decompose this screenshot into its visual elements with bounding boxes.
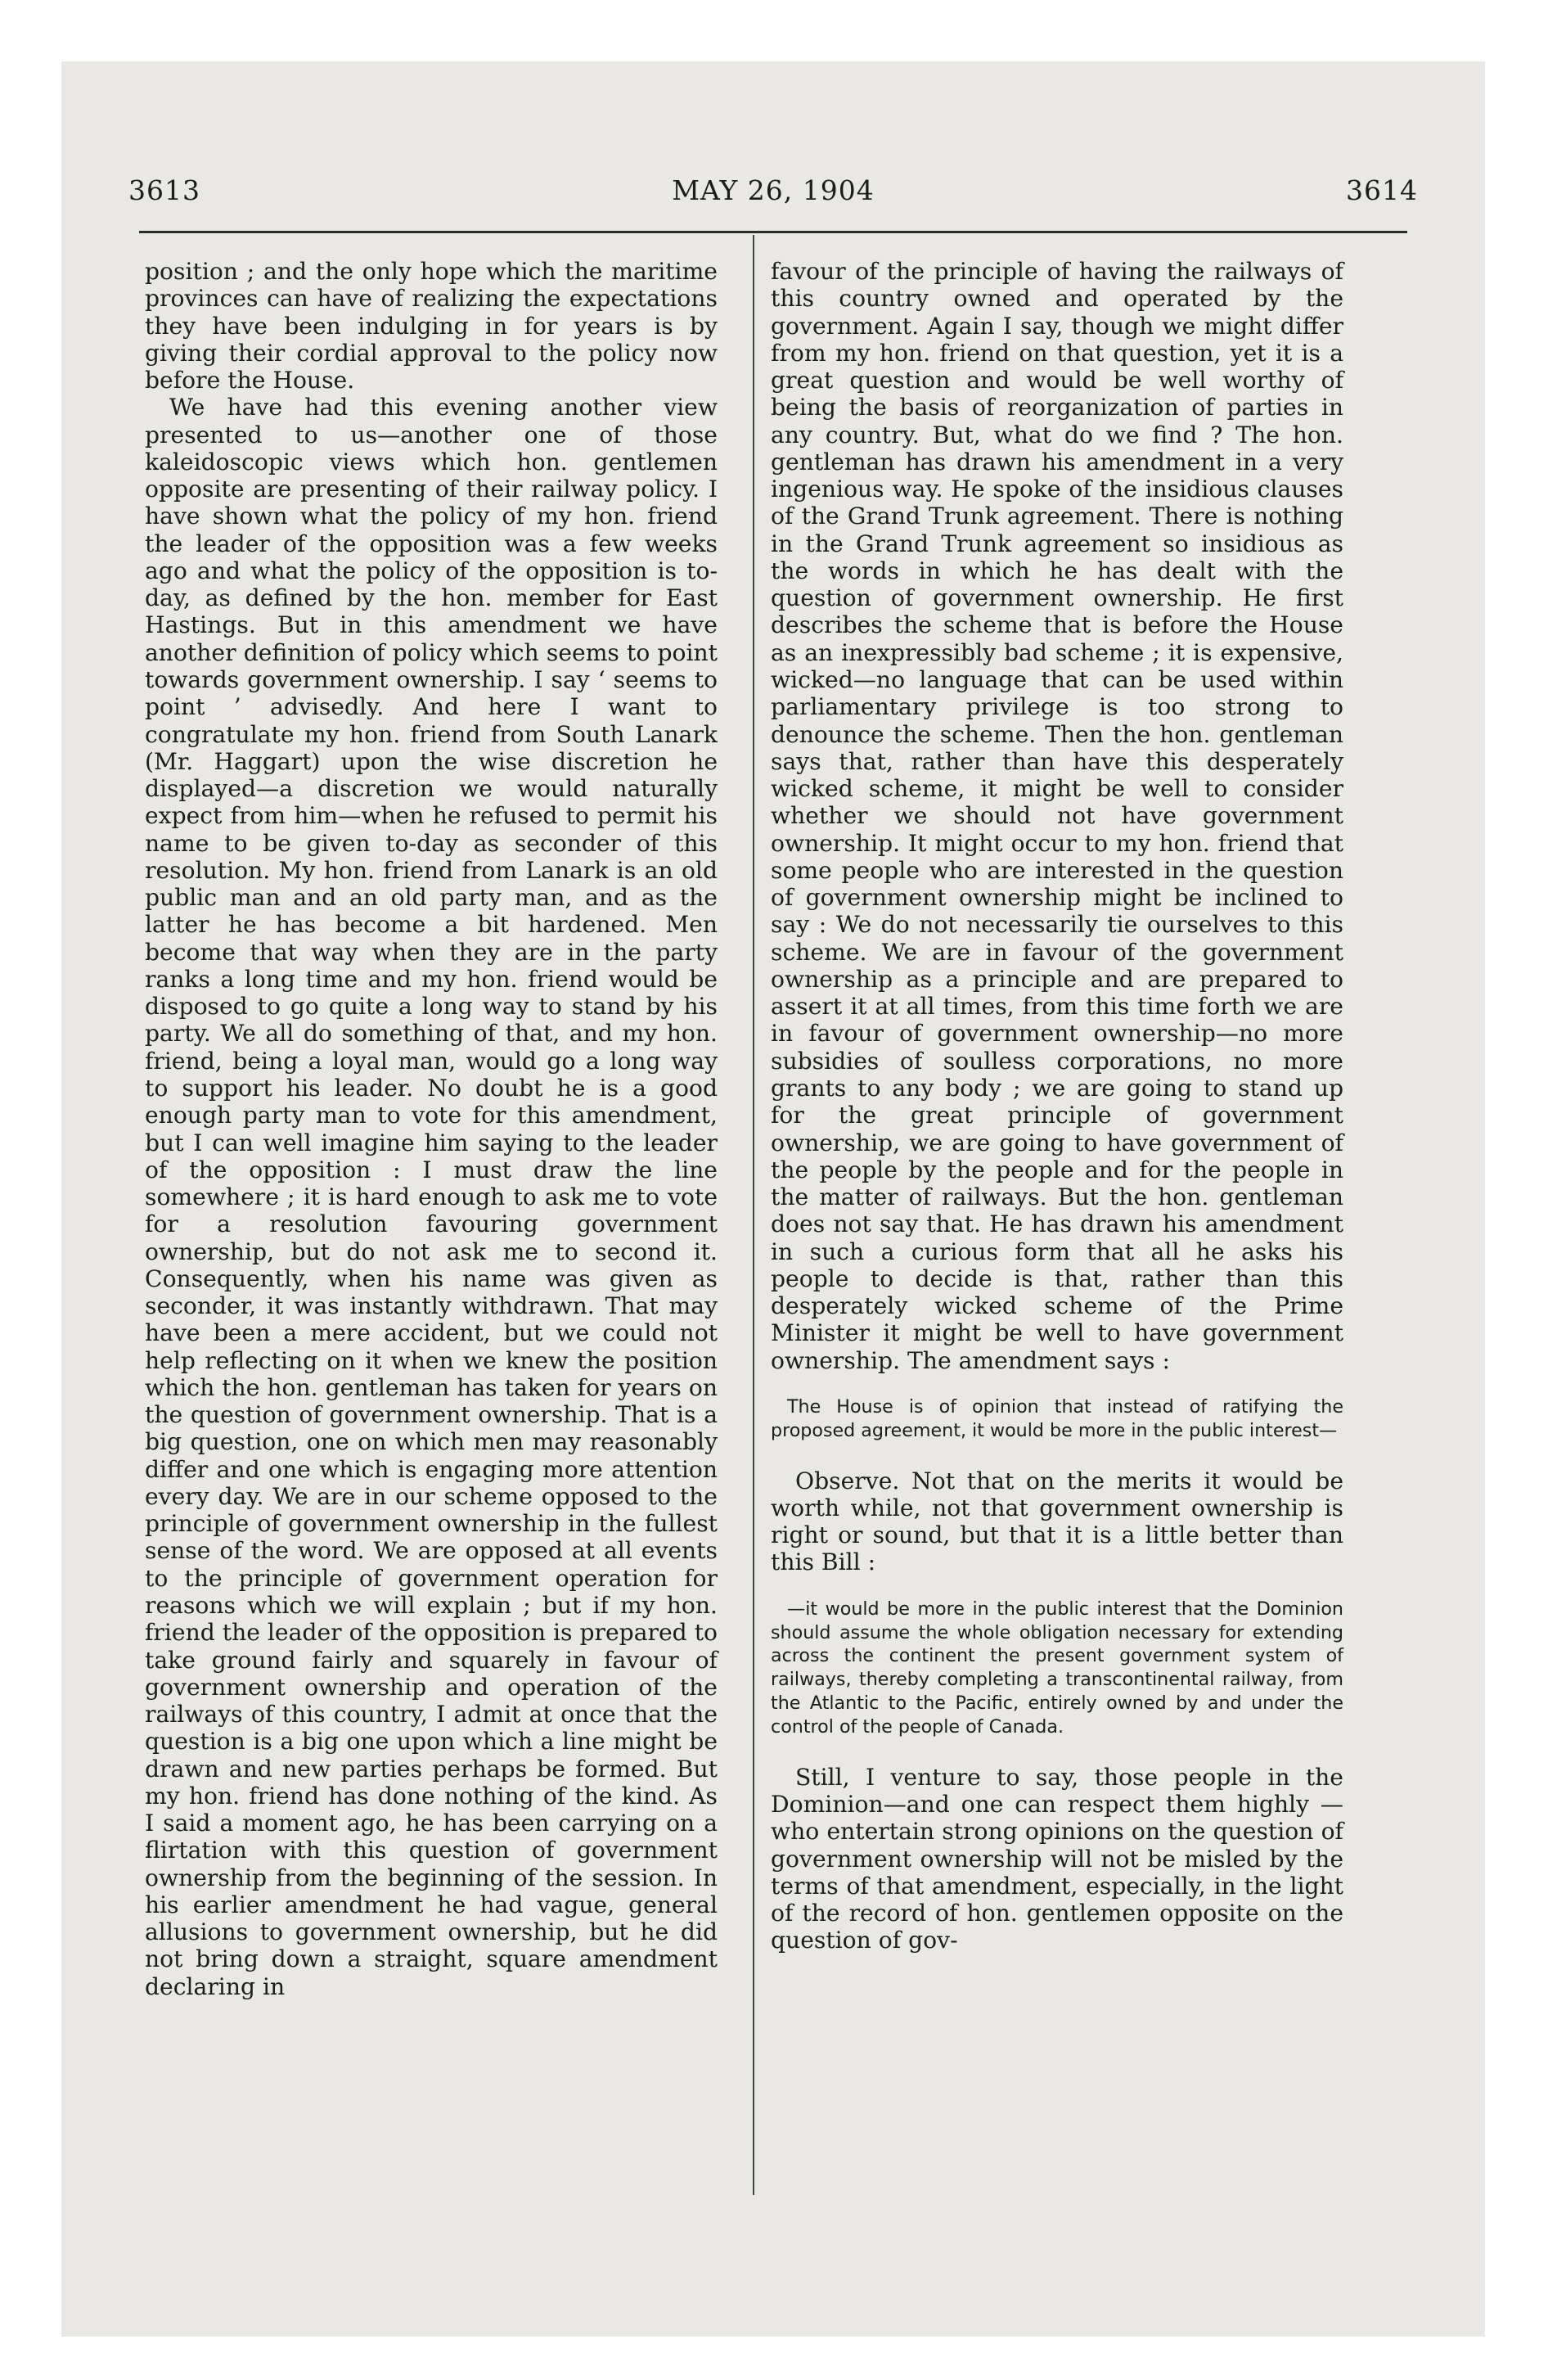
amendment-quote-2: —it would be more in the public interest that the Dominion should assume the whole obligation necessary for extending across the continent the present government system of railways, thereby completing a transcontinental railway, from the Atlantic to the Pacific, entirely owned by and under the control of the people of Canada. xyxy=(771,1598,1343,1738)
amendment-quote-1: The House is of opinion that instead of ratifying the proposed agreement, it would be more in the public interest— xyxy=(771,1395,1343,1441)
right-paragraph-1: favour of the principle of having the railways of this country owned and operated by the government. Again I say, though we might differ from my hon. friend on that question, yet it is a great question and would be well worthy of being the basis of reorganization of parties in any country. But, what do we find ? The hon. gentleman has drawn his amendment in a very ingenious way. He spoke of the insidious clauses of the Grand Trunk agreement. There is nothing in the Grand Trunk agreement so insidious as the words in which he has dealt with the question of government ownership. He first describes the scheme that is before the House as an inexpressibly bad scheme ; it is expensive, wicked—no language that can be used within parliamentary privilege is too strong to denounce the scheme. Then the hon. gentleman says that, rather than have this desperately wicked scheme, it might be well to consider whether we should not have government ownership. It might occur to my hon. friend that some people who are interested in the question of government ownership might be inclined to say : We do not necessarily tie ourselves to this scheme. We are in favour of the government ownership as a principle and are prepared to assert it at all times, from this time forth we are in favour of government ownership—no more subsidies of soulless corporations, no more grants to any body ; we are going to stand up for the great principle of government ownership, we are going to have government of the people by the people and for the people in the matter of railways. But the hon. gentleman does not say that. He has drawn his amendment in such a curious form that all he asks his people to decide is that, rather than this desperately wicked scheme of the Prime Minister it might be well to have government ownership. The amendment says : xyxy=(771,258,1343,1374)
page-number-left: 3613 xyxy=(128,174,200,206)
right-column xyxy=(771,258,1343,1954)
right-paragraph-3: Still, I venture to say, those people in the Dominion—and one can respect them highly —who entertain strong opinions on the question of government ownership will not be misled by the terms of that amendment, especially, in the light of the record of hon. gentlemen opposite on the question of gov- xyxy=(771,1763,1343,1954)
left-column xyxy=(145,258,718,2000)
header-rule xyxy=(139,231,1407,233)
page-number-right: 3614 xyxy=(1346,174,1418,206)
document-page xyxy=(61,61,1485,2337)
column-divider xyxy=(753,235,754,2195)
right-paragraph-2: Observe. Not that on the merits it would be worth while, not that government ownership is right or sound, but that it is a little better than this Bill : xyxy=(771,1467,1343,1576)
page-date: MAY 26, 1904 xyxy=(672,174,875,206)
left-paragraph-1: position ; and the only hope which the maritime provinces can have of realizing the expectations they have been indulging in for years is by giving their cordial approval to the policy now before the House. xyxy=(145,258,718,394)
left-paragraph-2: We have had this evening another view presented to us—another one of those kaleidoscopic views which hon. gentlemen opposite are presenting of their railway policy. I have shown what the policy of my hon. friend the leader of the opposition was a few weeks ago and what the policy of the opposition is to-day, as defined by the hon. member for East Hastings. But in this amendment we have another definition of policy which seems to point towards government ownership. I say ‘ seems to point ’ advisedly. And here I want to congratulate my hon. friend from South Lanark (Mr. Haggart) upon the wise discretion he displayed—a discretion we would naturally expect from him—when he refused to permit his name to be given to-day as seconder of this resolution. My hon. friend from Lanark is an old public man and an old party man, and as the latter he has become a bit hardened. Men become that way when they are in the party ranks a long time and my hon. friend would be disposed to go quite a long way to stand by his party. We all do something of that, and my hon. friend, being a loyal man, would go a long way to support his leader. No doubt he is a good enough party man to vote for this amendment, but I can well imagine him saying to the leader of the opposition : I must draw the line somewhere ; it is hard enough to ask me to vote for a resolution favouring government ownership, but do not ask me to second it. Consequently, when his name was given as seconder, it was instantly withdrawn. That may have been a mere accident, but we could not help reflecting on it when we knew the position which the hon. gentleman has taken for years on the question of government ownership. That is a big question, one on which men may reasonably differ and one which is engaging more attention every day. We are in our scheme opposed to the principle of government ownership in the fullest sense of the word. We are opposed at all events to the principle of government operation for reasons which we will explain ; but if my hon. friend the leader of the opposition is prepared to take ground fairly and squarely in favour of government ownership and operation of the railways of this country, I admit at once that the question is a big one upon which a line might be drawn and new parties perhaps be formed. But my hon. friend has done nothing of the kind. As I said a moment ago, he has been carrying on a flirtation with this question of government ownership from the beginning of the session. In his earlier amendment he had vague, general allusions to government ownership, but he did not bring down a straight, square amendment declaring in xyxy=(145,394,718,2000)
